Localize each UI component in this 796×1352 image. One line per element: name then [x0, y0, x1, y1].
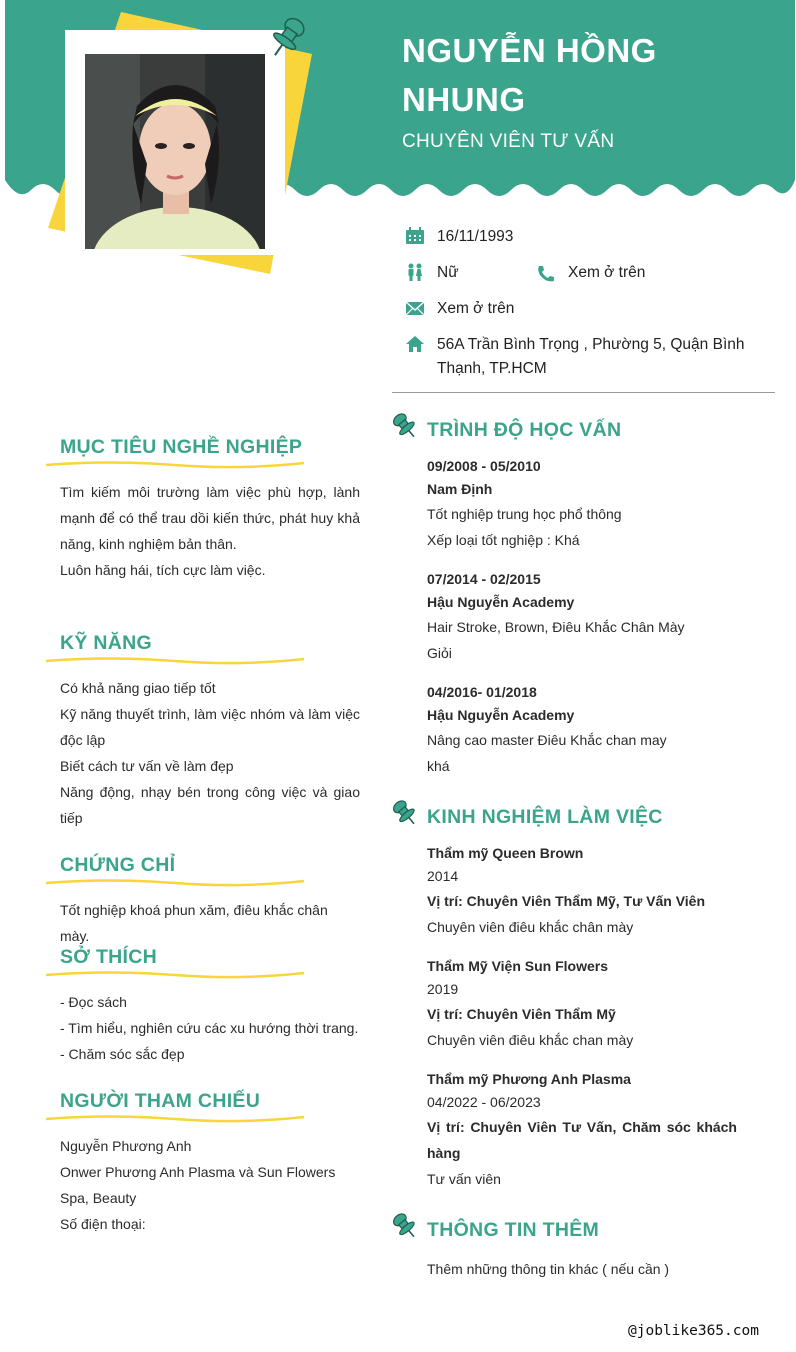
- experience-period: 2019: [427, 981, 459, 997]
- home-icon: [405, 335, 425, 353]
- hobby-item: - Chăm sóc sắc đẹp: [60, 1046, 185, 1062]
- hobby-item: - Đọc sách: [60, 994, 127, 1010]
- skill-item: Có khả năng giao tiếp tốt: [60, 680, 216, 696]
- gender-icon: [405, 263, 425, 281]
- skill-item: Biết cách tư vấn về làm đẹp: [60, 758, 234, 774]
- experience-desc: Chuyên viên điêu khắc chan mày: [427, 1032, 634, 1048]
- watermark: @joblike365.com: [628, 1323, 759, 1339]
- education-school: Nam Định: [427, 481, 493, 497]
- heading-underline: [46, 1114, 304, 1124]
- experience-period: 2014: [427, 868, 459, 884]
- pushpin-icon: [392, 1212, 418, 1240]
- extra-info: [427, 1256, 737, 1282]
- references-list: [60, 1133, 360, 1237]
- reference-item: Số điện thoại:: [60, 1216, 146, 1232]
- experience-company: Thẩm Mỹ Viện Sun Flowers: [427, 958, 609, 974]
- education-detail: Giỏi: [427, 645, 452, 661]
- experience-entry: [427, 955, 737, 1053]
- mail-icon: [405, 299, 425, 317]
- candidate-name: NGUYỄN HỒNG NHUNG: [402, 32, 657, 118]
- pushpin-icon: [392, 412, 418, 440]
- experience-position: Vị trí: Chuyên Viên Thẩm Mỹ, Tư Vấn Viên: [427, 893, 706, 909]
- education-heading: TRÌNH ĐỘ HỌC VẤN: [427, 419, 622, 441]
- gender-value: Nữ: [437, 264, 459, 281]
- education-entry: [427, 681, 737, 779]
- extra-text: Thêm những thông tin khác ( nếu cần ): [427, 1261, 670, 1277]
- calendar-icon: [405, 227, 425, 245]
- avatar-photo: [85, 54, 265, 249]
- experience-company: Thẩm mỹ Queen Brown: [427, 845, 584, 861]
- reference-item: Nguyễn Phương Anh: [60, 1138, 192, 1154]
- skills-list: [60, 675, 360, 831]
- education-period: 07/2014 - 02/2015: [427, 571, 541, 587]
- objective-line: Luôn hăng hái, tích cực làm việc.: [60, 562, 266, 578]
- experience-position: Vị trí: Chuyên Viên Thẩm Mỹ: [427, 1006, 616, 1022]
- dob-value: 16/11/1993: [437, 228, 514, 245]
- email-value: Xem ở trên: [437, 300, 515, 317]
- experience-heading: KINH NGHIỆM LÀM VIỆC: [427, 806, 663, 828]
- skill-item: Năng động, nhạy bén trong công việc và giao tiếp: [60, 784, 360, 826]
- skill-item: Kỹ năng thuyết trình, làm việc nhóm và làm việc độc lập: [60, 706, 360, 748]
- experience-company: Thẩm mỹ Phương Anh Plasma: [427, 1071, 631, 1087]
- skills-heading: KỸ NĂNG: [60, 632, 153, 654]
- experience-desc: Tư vấn viên: [427, 1171, 501, 1187]
- pushpin-icon: [266, 15, 308, 61]
- certificates-list: [60, 897, 360, 949]
- pushpin-icon: [392, 799, 418, 827]
- certificate-item: Tốt nghiệp khoá phun xăm, điêu khắc chân mày.: [60, 902, 328, 944]
- divider: [392, 392, 775, 393]
- hobbies-heading: SỞ THÍCH: [60, 946, 158, 968]
- job-title: CHUYÊN VIÊN TƯ VẤN: [402, 131, 615, 152]
- education-detail: Tốt nghiệp trung học phổ thông: [427, 506, 622, 522]
- experience-desc: Chuyên viên điêu khắc chân mày: [427, 919, 634, 935]
- heading-underline: [46, 878, 304, 888]
- heading-underline: [46, 970, 304, 980]
- phone-icon: [536, 265, 556, 283]
- experience-entry: [427, 842, 737, 940]
- education-entry: [427, 455, 737, 553]
- heading-underline: [46, 656, 304, 666]
- education-entry: [427, 568, 737, 666]
- address-value: 56A Trần Bình Trọng , Phường 5, Quận Bình Thạnh, TP.HCM: [437, 336, 745, 377]
- phone-value: Xem ở trên: [568, 264, 646, 281]
- education-period: 09/2008 - 05/2010: [427, 458, 541, 474]
- reference-item: Onwer Phương Anh Plasma và Sun Flowers Spa, Beauty: [60, 1164, 336, 1206]
- education-detail: khá: [427, 758, 450, 774]
- objective-text: [60, 479, 360, 583]
- extra-heading: THÔNG TIN THÊM: [427, 1219, 600, 1241]
- education-detail: Hair Stroke, Brown, Điêu Khắc Chân Mày: [427, 619, 685, 635]
- education-school: Hậu Nguyễn Academy: [427, 594, 575, 610]
- references-heading: NGƯỜI THAM CHIẾU: [60, 1090, 261, 1112]
- certificates-heading: CHỨNG CHỈ: [60, 854, 176, 876]
- education-detail: Xếp loại tốt nghiệp : Khá: [427, 532, 580, 548]
- education-detail: Nâng cao master Điêu Khắc chan may: [427, 732, 667, 748]
- education-school: Hậu Nguyễn Academy: [427, 707, 575, 723]
- objective-heading: MỤC TIÊU NGHỀ NGHIỆP: [60, 436, 303, 458]
- heading-underline: [46, 460, 304, 470]
- hobby-item: - Tìm hiểu, nghiên cứu các xu hướng thời trang.: [60, 1020, 359, 1036]
- experience-period: 04/2022 - 06/2023: [427, 1094, 541, 1110]
- objective-line: Tìm kiếm môi trường làm việc phù hợp, lành mạnh để có thể trau dồi kiến thức, phát huy khả năng, kinh nghiệm bản thân.: [60, 484, 360, 552]
- experience-entry: [427, 1068, 737, 1192]
- education-period: 04/2016- 01/2018: [427, 684, 537, 700]
- experience-position: Vị trí: Chuyên Viên Tư Vấn, Chăm sóc khách hàng: [427, 1119, 737, 1161]
- hobbies-list: [60, 989, 360, 1067]
